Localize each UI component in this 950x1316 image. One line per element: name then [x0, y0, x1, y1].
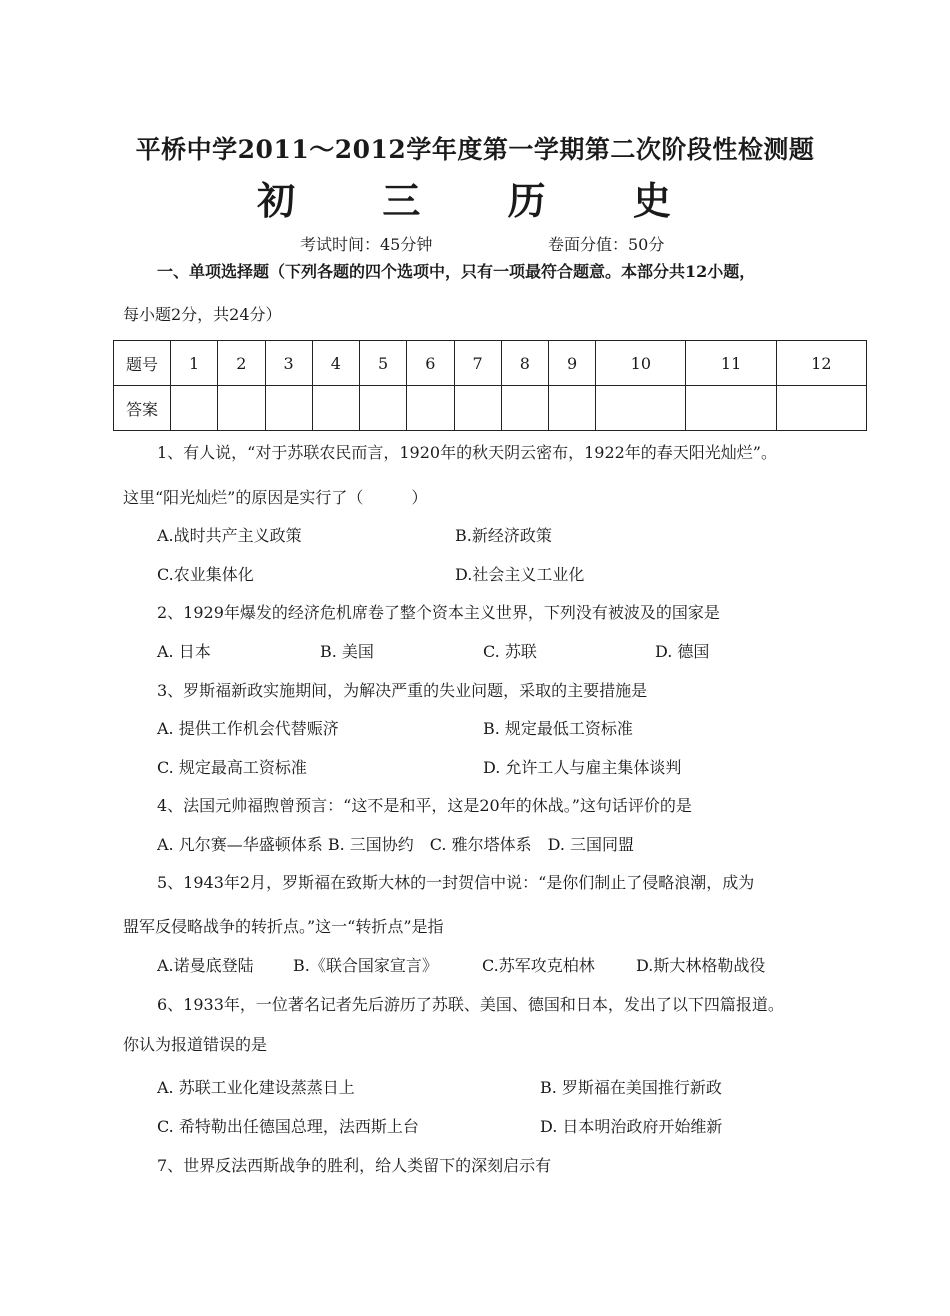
section-heading: 一、单项选择题（下列各题的四个选项中，只有一项最符合题意。本部分共12小题， — [157, 262, 756, 281]
question-number-cell: 2 — [218, 341, 265, 386]
question-4-stem: 4、法国元帅福煦曾预言：“这不是和平，这是20年的休战。”这句话评价的是 — [157, 796, 692, 815]
question-number-cell: 1 — [171, 341, 218, 386]
question-5-stem: 5、1943年2月，罗斯福在致斯大林的一封贺信中说：“是你们制止了侵略浪潮，成为 — [157, 873, 755, 892]
question-6-option-a: A. 苏联工业化建设蒸蒸日上 — [157, 1078, 355, 1097]
question-6-option-b: B. 罗斯福在美国推行新政 — [540, 1078, 722, 1097]
question-6-stem-cont: 你认为报道错误的是 — [123, 1035, 268, 1054]
question-number-cell: 9 — [549, 341, 596, 386]
question-2-option-a: A. 日本 — [157, 642, 211, 661]
question-3-option-c: C. 规定最高工资标准 — [157, 758, 307, 777]
question-2-stem: 2、1929年爆发的经济危机席卷了整个资本主义世界，下列没有被波及的国家是 — [157, 603, 720, 622]
answer-cell[interactable] — [776, 386, 866, 431]
table-row-numbers — [114, 341, 867, 386]
question-6-option-c: C. 希特勒出任德国总理，法西斯上台 — [157, 1117, 419, 1136]
question-5-option-d: D.斯大林格勒战役 — [636, 956, 766, 975]
exam-score: 卷面分值：50分 — [548, 235, 665, 254]
answer-cell[interactable] — [265, 386, 312, 431]
question-2-option-c: C. 苏联 — [483, 642, 537, 661]
question-number-cell: 8 — [501, 341, 548, 386]
answer-cell[interactable] — [596, 386, 686, 431]
exam-time: 考试时间：45分钟 — [300, 235, 433, 254]
answer-cell[interactable] — [312, 386, 359, 431]
question-1-option-c: C.农业集体化 — [157, 565, 254, 584]
table-row-label: 题号 — [114, 341, 171, 386]
answer-cell[interactable] — [501, 386, 548, 431]
table-row-answers — [114, 386, 867, 431]
question-5-option-b: B.《联合国家宣言》 — [293, 956, 438, 975]
question-1-option-b: B.新经济政策 — [455, 526, 552, 545]
answer-cell[interactable] — [218, 386, 265, 431]
question-5-option-c: C.苏军攻克柏林 — [482, 956, 595, 975]
question-3-option-a: A. 提供工作机会代替赈济 — [157, 719, 339, 738]
question-number-cell: 5 — [360, 341, 407, 386]
question-3-option-b: B. 规定最低工资标准 — [483, 719, 633, 738]
question-1-stem: 1、有人说，“对于苏联农民而言，1920年的秋天阴云密布，1922年的春天阳光灿烂”。 — [157, 443, 777, 462]
answer-cell[interactable] — [686, 386, 776, 431]
answer-cell[interactable] — [454, 386, 501, 431]
question-5-stem-cont: 盟军反侵略战争的转折点。”这一“转折点”是指 — [123, 917, 444, 936]
answer-cell[interactable] — [549, 386, 596, 431]
answer-table — [113, 340, 867, 431]
answer-cell[interactable] — [360, 386, 407, 431]
question-7-stem: 7、世界反法西斯战争的胜利，给人类留下的深刻启示有 — [157, 1156, 552, 1175]
question-1-stem-cont: 这里“阳光灿烂”的原因是实行了（ ） — [123, 488, 428, 507]
question-number-cell: 10 — [596, 341, 686, 386]
question-3-stem: 3、罗斯福新政实施期间，为解决严重的失业问题，采取的主要措施是 — [157, 681, 648, 700]
question-5-option-a: A.诺曼底登陆 — [157, 956, 254, 975]
answer-cell[interactable] — [407, 386, 454, 431]
exam-title: 平桥中学2011～2012学年度第一学期第二次阶段性检测题 — [135, 135, 815, 164]
question-1-option-d: D.社会主义工业化 — [455, 565, 585, 584]
question-2-option-b: B. 美国 — [320, 642, 374, 661]
question-number-cell: 7 — [454, 341, 501, 386]
question-number-cell: 11 — [686, 341, 776, 386]
subject-title: 初 三 历 史 — [257, 178, 693, 223]
question-2-option-d: D. 德国 — [655, 642, 710, 661]
section-heading-cont: 每小题2分，共24分） — [123, 305, 282, 324]
question-6-option-d: D. 日本明治政府开始维新 — [540, 1117, 723, 1136]
question-4-options: A. 凡尔赛—华盛顿体系 B. 三国协约 C. 雅尔塔体系 D. 三国同盟 — [157, 835, 635, 854]
question-1-option-a: A.战时共产主义政策 — [157, 526, 302, 545]
table-row-label: 答案 — [114, 386, 171, 431]
question-3-option-d: D. 允许工人与雇主集体谈判 — [483, 758, 682, 777]
question-number-cell: 4 — [312, 341, 359, 386]
question-6-stem: 6、1933年，一位著名记者先后游历了苏联、美国、德国和日本，发出了以下四篇报道。 — [157, 995, 784, 1014]
question-number-cell: 6 — [407, 341, 454, 386]
question-number-cell: 3 — [265, 341, 312, 386]
question-number-cell: 12 — [776, 341, 866, 386]
answer-cell[interactable] — [171, 386, 218, 431]
